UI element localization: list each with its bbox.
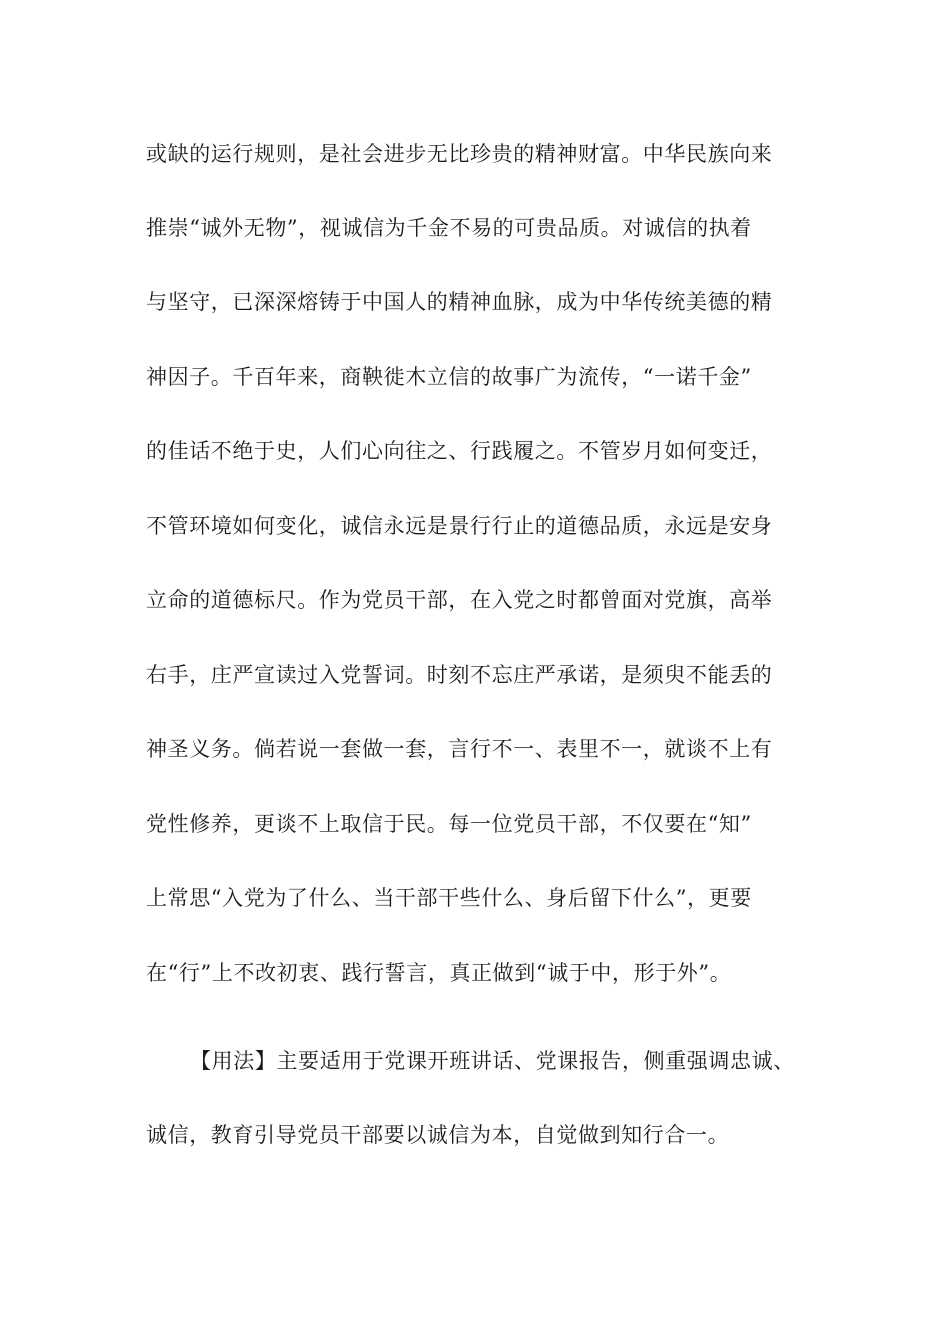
- text-line: 与坚守，已深深熔铸于中国人的精神血脉，成为中华传统美德的精: [146, 290, 773, 314]
- text-line: 神圣义务。倘若说一套做一套，言行不一、表里不一，就谈不上有: [146, 737, 773, 761]
- text-line: 右手，庄严宣读过入党誓词。时刻不忘庄严承诺，是须臾不能丢的: [146, 663, 773, 687]
- text-line: 不管环境如何变化，诚信永远是景行行止的道德品质，永远是安身: [146, 514, 773, 538]
- text-line: 神因子。千百年来，商鞅徙木立信的故事广为流传，“一诺千金”: [146, 365, 752, 389]
- text-line: 上常思“入党为了什么、当干部干些什么、身后留下什么”，更要: [146, 886, 752, 910]
- text-line: 或缺的运行规则，是社会进步无比珍贵的精神财富。中华民族向来: [146, 142, 773, 166]
- usage-paragraph-line: 【用法】主要适用于党课开班讲话、党课报告，侧重强调忠诚、: [190, 1049, 795, 1073]
- text-line: 推崇“诚外无物”，视诚信为千金不易的可贵品质。对诚信的执着: [146, 216, 752, 240]
- usage-paragraph-line: 诚信，教育引导党员干部要以诚信为本，自觉做到知行合一。: [146, 1123, 730, 1147]
- text-line: 党性修养，更谈不上取信于民。每一位党员干部，不仅要在“知”: [146, 812, 752, 836]
- text-line: 立命的道德标尺。作为党员干部，在入党之时都曾面对党旗，高举: [146, 588, 773, 612]
- text-line: 的佳话不绝于史，人们心向往之、行践履之。不管岁月如何变迁，: [146, 439, 773, 463]
- text-line: 在“行”上不改初衷、践行誓言，真正做到“诚于中，形于外”。: [146, 961, 732, 985]
